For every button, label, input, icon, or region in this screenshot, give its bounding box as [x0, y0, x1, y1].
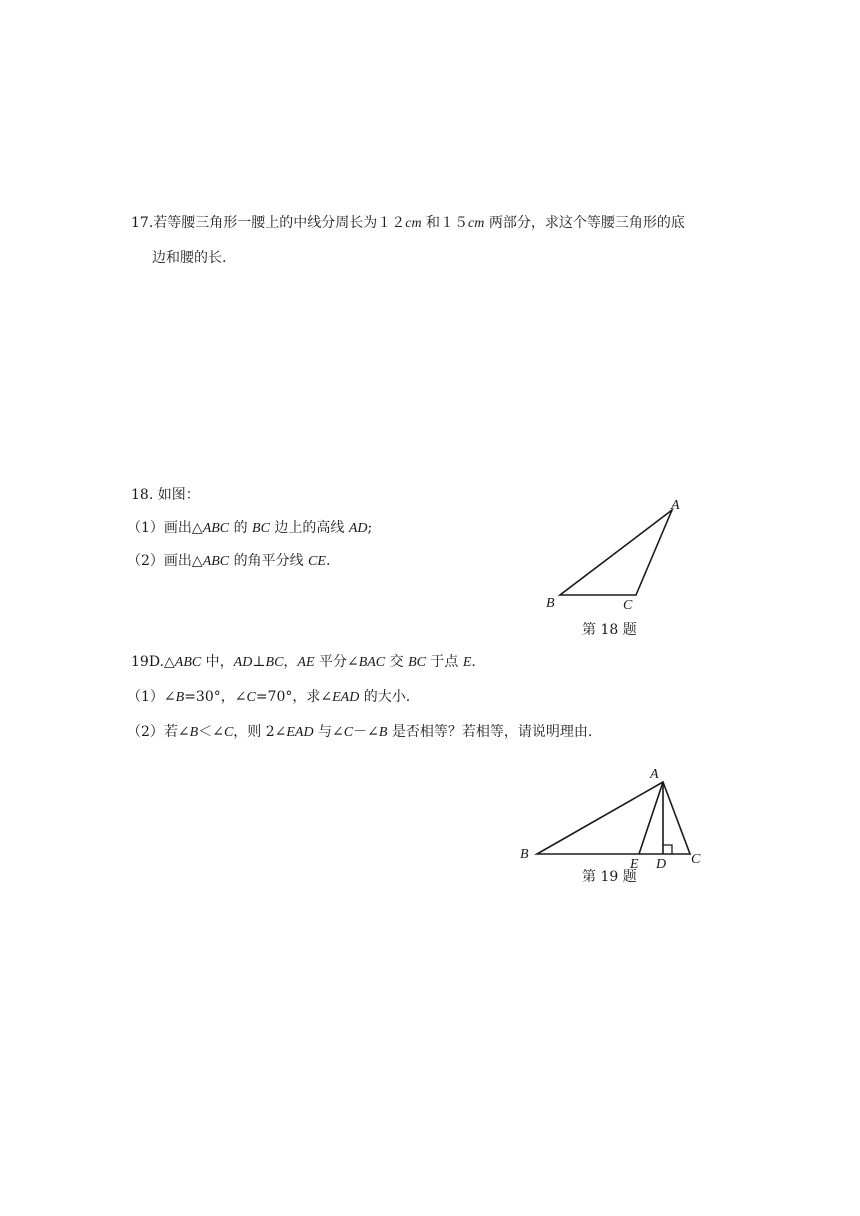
label-b: B — [546, 596, 555, 611]
figure-19-caption: 第 19 题 — [582, 869, 637, 885]
q18-triangle-figure — [530, 490, 700, 620]
q19-triangle-figure — [515, 760, 715, 875]
triangle-abc — [537, 782, 690, 854]
right-angle-mark — [663, 845, 672, 854]
label-e: E — [630, 857, 639, 872]
q18-item2: （2）画出△ABC 的角平分线 CE. — [127, 553, 331, 569]
q18-title: 18. 如图： — [131, 487, 200, 503]
q17-line1: 17.若等腰三角形一腰上的中线分周长为１２cm 和１５cm 两部分，求这个等腰三角形的底 — [131, 215, 685, 231]
label-c: C — [691, 852, 701, 867]
figure-18-caption: 第 18 题 — [582, 622, 637, 638]
label-c: C — [623, 598, 633, 613]
q19-line2: （1）∠B=30°，∠C=70°，求∠EAD 的大小. — [127, 689, 411, 705]
label-a: A — [650, 767, 659, 782]
q18-item1: （1）画出△ABC 的 BC 边上的高线 AD; — [127, 520, 373, 536]
label-a: A — [671, 498, 680, 513]
label-d: D — [656, 857, 667, 872]
q19-line3: （2）若∠B＜∠C，则 2∠EAD 与∠C－∠B 是否相等？若相等，请说明理由. — [127, 724, 593, 740]
label-b: B — [520, 847, 529, 862]
q19-line1: 19D.△ABC 中，AD⊥BC，AE 平分∠BAC 交 BC 于点 E. — [131, 654, 476, 670]
q17-line2: 边和腰的长. — [152, 250, 227, 266]
triangle-abc — [560, 510, 672, 595]
